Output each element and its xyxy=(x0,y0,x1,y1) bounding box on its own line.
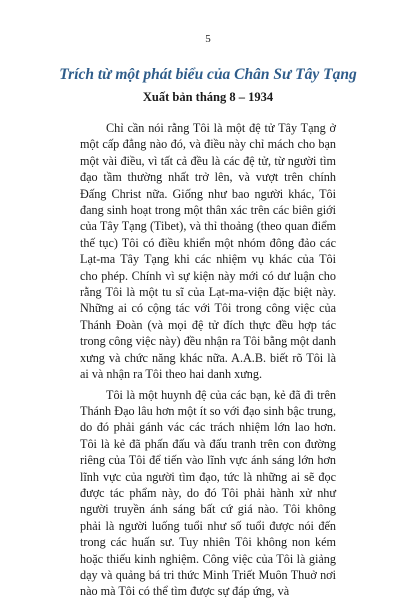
body-text xyxy=(80,120,336,600)
paragraph: Tôi là một huynh đệ của các bạn, kẻ đã đi trên Thánh Đạo lâu hơn một ít so với đạo sinh bậc trung, do đó phải gánh vác các trách nhiệm lớn lao hơn. Tôi là kẻ đã phấn đấu và đấu tranh trên con đường riêng của Tôi để tiến vào lĩnh vực ánh sáng lớn hơn lĩnh vực của người tìm đạo, tức là những ai sẽ đọc được tác phẩm này, do đó Tôi phải hành xử như người truyền ánh sáng bất cứ giá nào. Tôi không phải là người luống tuổi như số tuổi được nói đến trong các huấn sư. Tuy nhiên Tôi không non kém hoặc thiếu kinh nghiệm. Công việc của Tôi là giảng dạy và quảng bá tri thức Minh Triết Muôn Thuở nơi nào mà Tôi có thể tìm được sự đáp ứng, và xyxy=(80,387,336,599)
page-number: 5 xyxy=(205,33,211,45)
publication-date: Xuất bản tháng 8 – 1934 xyxy=(142,90,274,104)
paragraph: Chỉ cần nói rằng Tôi là một đệ tử Tây Tạng ở một cấp đẳng nào đó, và điều này chỉ mách cho bạn một vài điều, vì tất cả đều là các đệ tử, từ người tìm đạo tầm thường nhất trở lên, và vượt trên chính Đấng Christ nữa. Giống như bao người khác, Tôi đang sinh hoạt trong một thân xác trên các biên giới của Tây Tạng (Tibet), và thỉ thoảng (theo quan điểm thế tục) Tôi có điều khiển một nhóm đông đảo các Lạt-ma Tây Tạng khi các nhiệm vụ khác của Tôi cho phép. Chính vì sự kiện này mới có dư luận cho rằng Tôi là một tu sĩ của Lạt-ma-viện đặc biệt này. Những ai có cộng tác với Tôi trong công việc của Thánh Đoàn (và mọi đệ tử đích thực đều hợp tác trong công việc này) đều nhận ra Tôi bằng một danh xưng và chức năng khác nữa. A.A.B. biết rõ Tôi là ai và nhận ra Tôi theo hai danh xưng. xyxy=(80,121,336,382)
page-title: Trích từ một phát biểu của Chân Sư Tây Tạng xyxy=(59,66,357,83)
